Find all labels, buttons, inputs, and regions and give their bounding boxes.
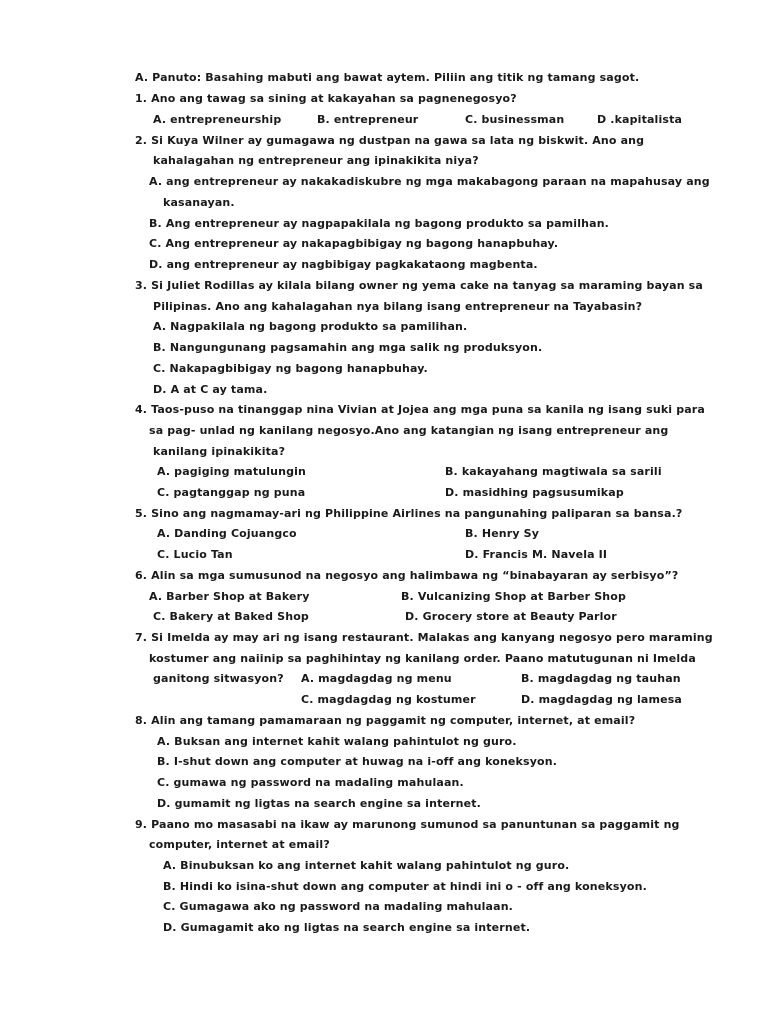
question-2-option-d: D. ang entrepreneur ay nagbibigay pagkakataong magbenta.: [149, 258, 538, 271]
instructions: A. Panuto: Basahing mabuti ang bawat aytem. Piliin ang titik ng tamang sagot.: [135, 71, 640, 84]
question-3-option-d: D. A at C ay tama.: [153, 383, 268, 396]
question-1-option-b: B. entrepreneur: [317, 113, 419, 126]
question-9-stem: 9. Paano mo masasabi na ikaw ay marunong sumunod sa panuntunan sa paggamit ng: [135, 818, 680, 831]
question-8-option-d: D. gumamit ng ligtas na search engine sa internet.: [157, 797, 482, 810]
question-4-option-d: D. masidhing pagsusumikap: [445, 486, 624, 499]
question-5-option-b: B. Henry Sy: [465, 527, 540, 540]
question-2-option-a: A. ang entrepreneur ay nakakadiskubre ng mga makabagong paraan na mapahusay ang: [149, 175, 710, 188]
question-5-option-d: D. Francis M. Navela II: [465, 548, 608, 561]
question-8-option-b: B. I-shut down ang computer at huwag na i-off ang koneksyon.: [157, 755, 558, 768]
question-6-option-d: D. Grocery store at Beauty Parlor: [405, 610, 617, 623]
question-1-option-a: A. entrepreneurship: [153, 113, 282, 126]
question-2-option-b: B. Ang entrepreneur ay nagpapakilala ng bagong produkto sa pamilhan.: [149, 217, 610, 230]
question-7-stem-continued: kostumer ang naiinip sa paghihintay ng kanilang order. Paano matutugunan ni Imelda: [149, 652, 696, 665]
question-8-stem: 8. Alin ang tamang pamamaraan ng paggamit ng computer, internet, at email?: [135, 714, 636, 727]
question-9-option-b: B. Hindi ko isina-shut down ang computer at hindi ini o - off ang koneksyon.: [163, 880, 647, 893]
question-4-option-a: A. pagiging matulungin: [157, 465, 307, 478]
question-2-stem-continued: kahalagahan ng entrepreneur ang ipinakikita niya?: [153, 154, 479, 167]
question-5-option-a: A. Danding Cojuangco: [157, 527, 297, 540]
question-9-option-d: D. Gumagamit ako ng ligtas na search engine sa internet.: [163, 921, 531, 934]
question-2-stem: 2. Si Kuya Wilner ay gumagawa ng dustpan na gawa sa lata ng biskwit. Ano ang: [135, 134, 645, 147]
question-2-option-a-continued: kasanayan.: [163, 196, 235, 209]
question-4-stem: 4. Taos-puso na tinanggap nina Vivian at Jojea ang mga puna sa kanila ng isang suki para: [135, 403, 705, 416]
question-8-option-c: C. gumawa ng password na madaling mahulaan.: [157, 776, 464, 789]
question-7-option-d: D. magdagdag ng lamesa: [521, 693, 682, 706]
question-3-option-c: C. Nakapagbibigay ng bagong hanapbuhay.: [153, 362, 428, 375]
question-7-option-c: C. magdagdag ng kostumer: [301, 693, 476, 706]
question-4-stem-continued: sa pag- unlad ng kanilang negosyo.Ano ang katangian ng isang entrepreneur ang: [149, 424, 669, 437]
question-8-option-a: A. Buksan ang internet kahit walang pahintulot ng guro.: [157, 735, 517, 748]
question-6-option-c: C. Bakery at Baked Shop: [153, 610, 309, 623]
question-7-option-b: B. magdagdag ng tauhan: [521, 672, 681, 685]
question-4-option-b: B. kakayahang magtiwala sa sarili: [445, 465, 662, 478]
question-7-stem: 7. Si Imelda ay may ari ng isang restaurant. Malakas ang kanyang negosyo pero maraming: [135, 631, 713, 644]
question-7-stem-end: ganitong sitwasyon?: [153, 672, 284, 685]
question-5-option-c: C. Lucio Tan: [157, 548, 233, 561]
question-9-stem-continued: computer, internet at email?: [149, 838, 330, 851]
question-2-option-c: C. Ang entrepreneur ay nakapagbibigay ng bagong hanapbuhay.: [149, 237, 559, 250]
question-6-option-b: B. Vulcanizing Shop at Barber Shop: [401, 590, 626, 603]
question-1-stem: 1. Ano ang tawag sa sining at kakayahan sa pagnenegosyo?: [135, 92, 517, 105]
question-4-option-c: C. pagtanggap ng puna: [157, 486, 306, 499]
question-1-option-d: D .kapitalista: [597, 113, 683, 126]
question-5-stem: 5. Sino ang nagmamay-ari ng Philippine Airlines na pangunahing paliparan sa bansa.?: [135, 507, 683, 520]
question-1-option-c: C. businessman: [465, 113, 565, 126]
question-3-stem: 3. Si Juliet Rodillas ay kilala bilang owner ng yema cake na tanyag sa maraming bayan sa: [135, 279, 703, 292]
question-6-stem: 6. Alin sa mga sumusunod na negosyo ang halimbawa ng “binabayaran ay serbisyo”?: [135, 569, 679, 582]
question-9-option-c: C. Gumagawa ako ng password na madaling mahulaan.: [163, 900, 514, 913]
question-3-option-b: B. Nangungunang pagsamahin ang mga salik ng produksyon.: [153, 341, 543, 354]
question-7-option-a: A. magdagdag ng menu: [301, 672, 452, 685]
question-6-option-a: A. Barber Shop at Bakery: [149, 590, 310, 603]
question-3-option-a: A. Nagpakilala ng bagong produkto sa pamilihan.: [153, 320, 468, 333]
question-3-stem-continued: Pilipinas. Ano ang kahalagahan nya bilang isang entrepreneur na Tayabasin?: [153, 300, 643, 313]
question-4-stem-end: kanilang ipinakikita?: [153, 445, 286, 458]
question-9-option-a: A. Binubuksan ko ang internet kahit walang pahintulot ng guro.: [163, 859, 570, 872]
